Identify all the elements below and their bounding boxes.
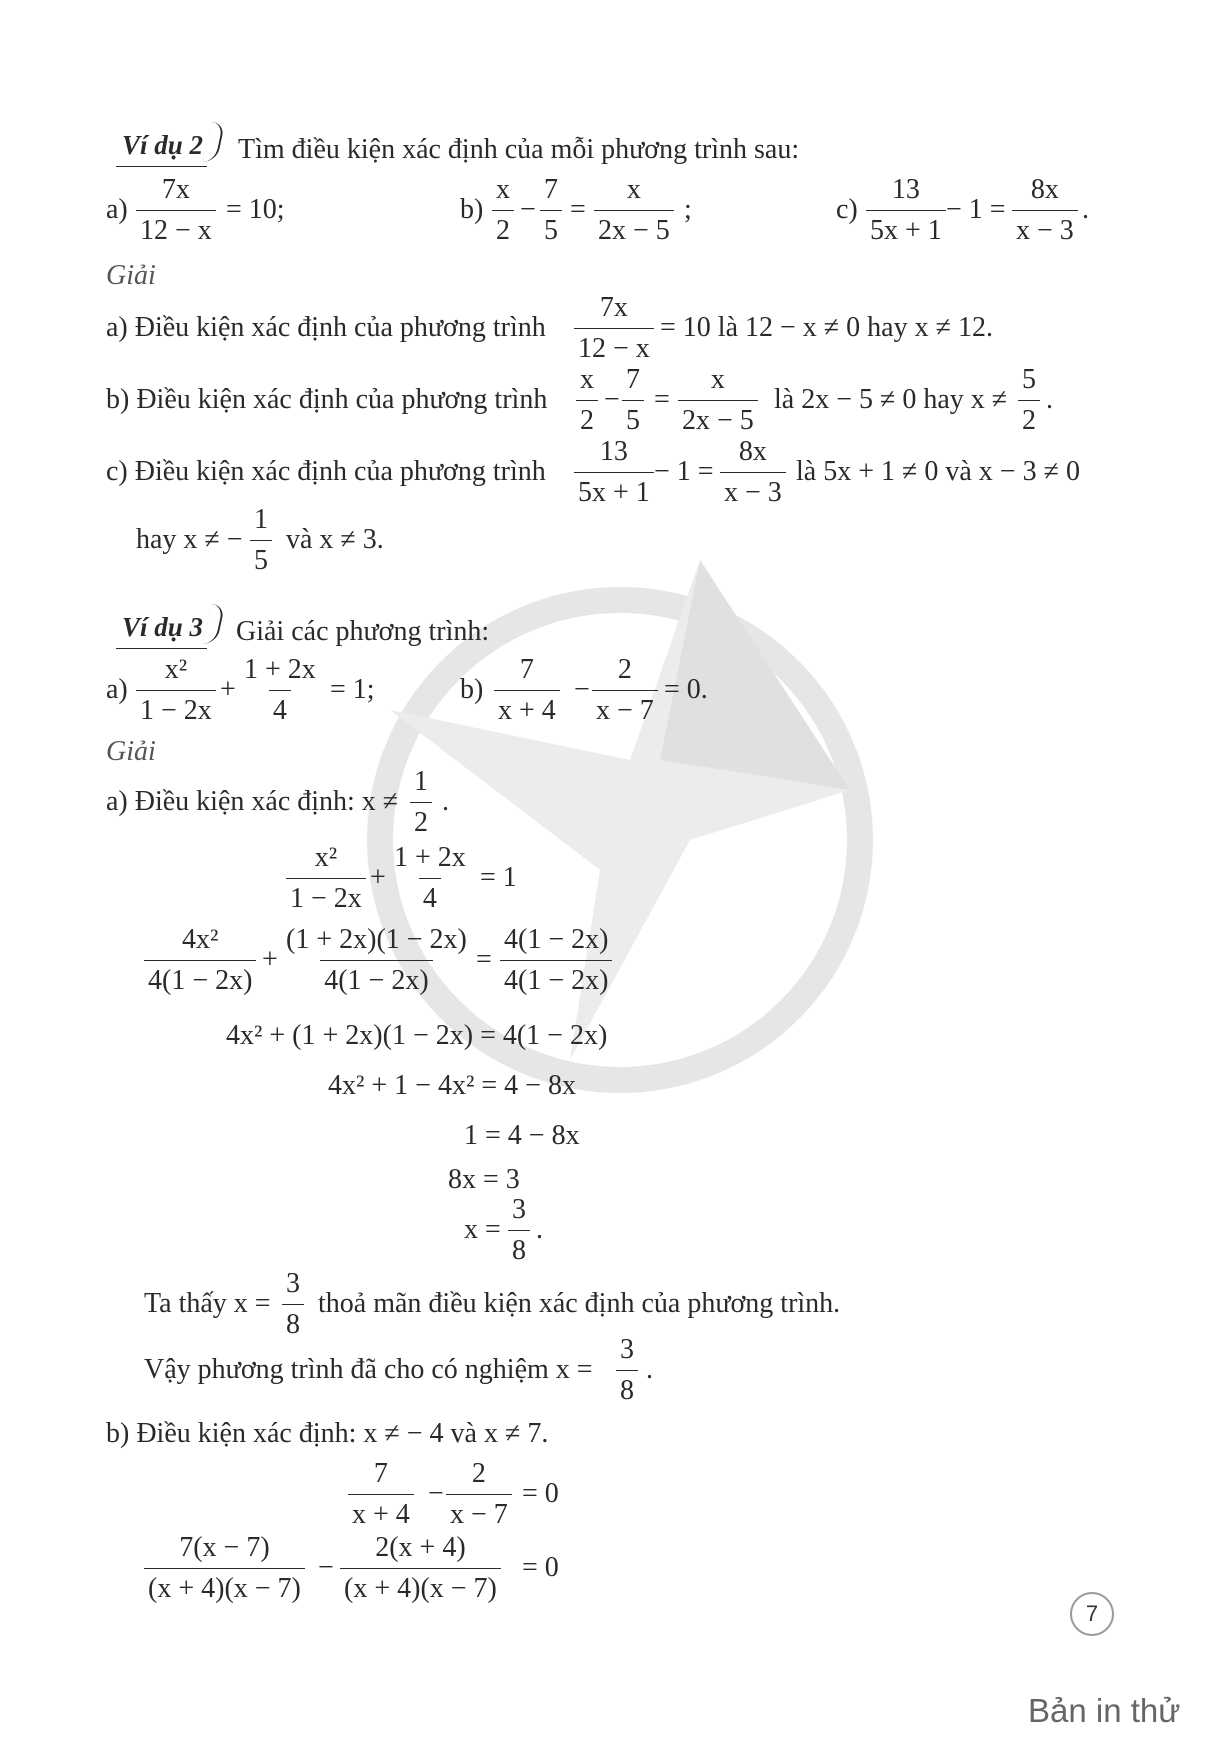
ex2-a-rhs: = 10; bbox=[226, 194, 285, 225]
equals-sign: = bbox=[654, 384, 670, 415]
period: . bbox=[646, 1354, 653, 1385]
ex3-step5: 1 = 4 − 8x bbox=[464, 1120, 580, 1151]
ex3-b-step1-rhs: = 0 bbox=[522, 1478, 559, 1509]
ex2-a-fraction: $\frac{7x}{12 - x}$ bbox=[136, 176, 216, 245]
ex3-b-frac2: $\frac{2}{x - 7}$ bbox=[592, 656, 658, 725]
ex3-a-label: a) bbox=[106, 674, 128, 705]
ex2-sol-b-frac2: $\frac{7}{5}$ bbox=[622, 366, 644, 435]
ex2-sol-b-frac3: $\frac{x}{2x - 5}$ bbox=[678, 366, 758, 435]
ex3-b-step1-frac2: $\frac{2}{x - 7}$ bbox=[446, 1460, 512, 1529]
minus-sign: − bbox=[520, 194, 536, 225]
ex2-sol-c-frac1: $\frac{13}{5x + 1}$ bbox=[574, 438, 654, 507]
ex2-sol-a-frac: $\frac{7x}{12 - x}$ bbox=[574, 294, 654, 363]
period: . bbox=[1046, 384, 1053, 415]
ex3-step2-frac2: $\frac{(1 + 2x)(1 - 2x)}{4(1 - 2x)}$ bbox=[286, 924, 467, 996]
ex3-a-frac1: $\frac{\text{x²}}{1 - 2x}$ bbox=[136, 656, 216, 725]
ex3-sol-a-cond: a) Điều kiện xác định: x ≠ bbox=[106, 786, 399, 817]
ex3-b-step1-frac1: $\frac{7}{x + 4}$ bbox=[348, 1460, 414, 1529]
ex2-c-mid: − 1 = bbox=[946, 194, 1006, 225]
plus-sign: + bbox=[220, 674, 236, 705]
ex2-sol-b-answer-frac: $\frac{5}{2}$ bbox=[1018, 366, 1040, 435]
minus-sign: − bbox=[318, 1552, 334, 1583]
ex3-a-rhs: = 1; bbox=[330, 674, 375, 705]
minus-sign: − bbox=[428, 1478, 444, 1509]
ex3-a-frac2: $\frac{1 + 2x}{4}$ bbox=[244, 654, 316, 726]
example2-label: Ví dụ 2 bbox=[122, 130, 204, 160]
ex2-c-frac2: $\frac{8x}{x - 3}$ bbox=[1012, 176, 1078, 245]
ex3-step1-frac2: $\frac{1 + 2x}{4}$ bbox=[394, 842, 466, 914]
ex2-b-frac2: $\frac{7}{5}$ bbox=[540, 176, 562, 245]
ex3-sol-a-cond-frac: $\frac{1}{2}$ bbox=[410, 768, 432, 837]
ex2-sol-c-frac2: $\frac{8x}{x - 3}$ bbox=[720, 438, 786, 507]
ex3-step7-frac: $\frac{3}{8}$ bbox=[508, 1196, 530, 1265]
minus-sign: − bbox=[604, 384, 620, 415]
draft-watermark-text: Bản in thử bbox=[1028, 1692, 1181, 1729]
ex3-b-rhs: = 0. bbox=[664, 674, 708, 705]
ex2-sol-c-tail: là 5x + 1 ≠ 0 và x − 3 ≠ 0 bbox=[796, 456, 1080, 487]
ex3-step1-frac1: $\frac{\text{x²}}{1 - 2x}$ bbox=[286, 844, 366, 913]
ex3-b-label: b) bbox=[460, 674, 484, 705]
period: . bbox=[442, 786, 449, 817]
ex2-sol-a-tail: = 10 là 12 − x ≠ 0 hay x ≠ 12. bbox=[660, 312, 993, 343]
ex3-note1-post: thoả mãn điều kiện xác định của phương trình. bbox=[318, 1288, 841, 1319]
ex3-step3: 4x² + (1 + 2x)(1 − 2x) = 4(1 − 2x) bbox=[226, 1020, 608, 1051]
period: . bbox=[536, 1214, 543, 1245]
ex2-sol-b-tail: là 2x − 5 ≠ 0 hay x ≠ bbox=[774, 384, 1008, 415]
ex3-note2-pre: Vậy phương trình đã cho có nghiệm x = bbox=[144, 1354, 593, 1385]
ex2-b-frac1: $\frac{x}{2}$ bbox=[492, 176, 514, 245]
ex2-b-label: b) bbox=[460, 194, 484, 225]
ex2-solution-label: Giải bbox=[106, 260, 156, 291]
ex3-note1-frac: $\frac{3}{8}$ bbox=[282, 1270, 304, 1339]
example2-prompt: Tìm điều kiện xác định của mỗi phương trình sau: bbox=[238, 134, 800, 165]
ex3-note2-frac: $\frac{3}{8}$ bbox=[616, 1336, 638, 1405]
ex2-sol-c-line2-pre: hay x ≠ − bbox=[136, 524, 243, 555]
ex3-solution-label: Giải bbox=[106, 736, 156, 767]
ex2-b-end: ; bbox=[684, 194, 692, 225]
ex3-note1-pre: Ta thấy x = bbox=[144, 1288, 271, 1319]
ex3-b-frac1: $\frac{7}{x + 4}$ bbox=[494, 656, 560, 725]
ex2-sol-c-text: c) Điều kiện xác định của phương trình bbox=[106, 456, 546, 487]
ex2-a-label: a) bbox=[106, 194, 128, 225]
ex2-b-frac3: $\frac{x}{2x - 5}$ bbox=[594, 176, 674, 245]
plus-sign: + bbox=[262, 944, 278, 975]
ex2-c-end: . bbox=[1082, 194, 1089, 225]
equals-sign: = bbox=[570, 194, 586, 225]
ex2-sol-c-line2-post: và x ≠ 3. bbox=[286, 524, 384, 555]
example3-badge bbox=[122, 612, 203, 643]
ex2-sol-c-mid: − 1 = bbox=[654, 456, 714, 487]
ex3-step2-frac1: $\frac{\text{4x²}}{4(1 - 2x)}$ bbox=[144, 926, 256, 995]
example2-badge bbox=[122, 130, 203, 161]
ex3-step7-pre: x = bbox=[464, 1214, 501, 1245]
example3-label: Ví dụ 3 bbox=[122, 612, 204, 642]
ex2-sol-a-text: a) Điều kiện xác định của phương trình bbox=[106, 312, 546, 343]
ex3-b-step2-frac1: $\frac{7(x - 7)}{(x + 4)(x - 7)}$ bbox=[144, 1534, 305, 1603]
equals-sign: = bbox=[476, 944, 492, 975]
page-number: 7 bbox=[1070, 1592, 1114, 1636]
ex2-c-frac1: $\frac{13}{5x + 1}$ bbox=[866, 176, 946, 245]
ex3-step1-rhs: = 1 bbox=[480, 862, 517, 893]
ex2-sol-b-frac1: $\frac{x}{2}$ bbox=[576, 366, 598, 435]
ex2-c-label: c) bbox=[836, 194, 858, 225]
example3-prompt: Giải các phương trình: bbox=[236, 616, 490, 647]
minus-sign: − bbox=[574, 674, 590, 705]
ex2-sol-c-line2-frac: $\frac{1}{5}$ bbox=[250, 506, 272, 575]
ex3-step2-frac3: $\frac{4(1 - 2x)}{4(1 - 2x)}$ bbox=[500, 926, 612, 995]
ex3-b-step2-frac2: $\frac{2(x + 4)}{(x + 4)(x - 7)}$ bbox=[340, 1534, 501, 1603]
plus-sign: + bbox=[370, 862, 386, 893]
ex3-b-step2-rhs: = 0 bbox=[522, 1552, 559, 1583]
ex3-sol-b-cond: b) Điều kiện xác định: x ≠ − 4 và x ≠ 7. bbox=[106, 1418, 549, 1449]
ex3-step6: 8x = 3 bbox=[448, 1164, 520, 1195]
ex2-sol-b-text: b) Điều kiện xác định của phương trình bbox=[106, 384, 548, 415]
ex3-step4: 4x² + 1 − 4x² = 4 − 8x bbox=[328, 1070, 576, 1101]
